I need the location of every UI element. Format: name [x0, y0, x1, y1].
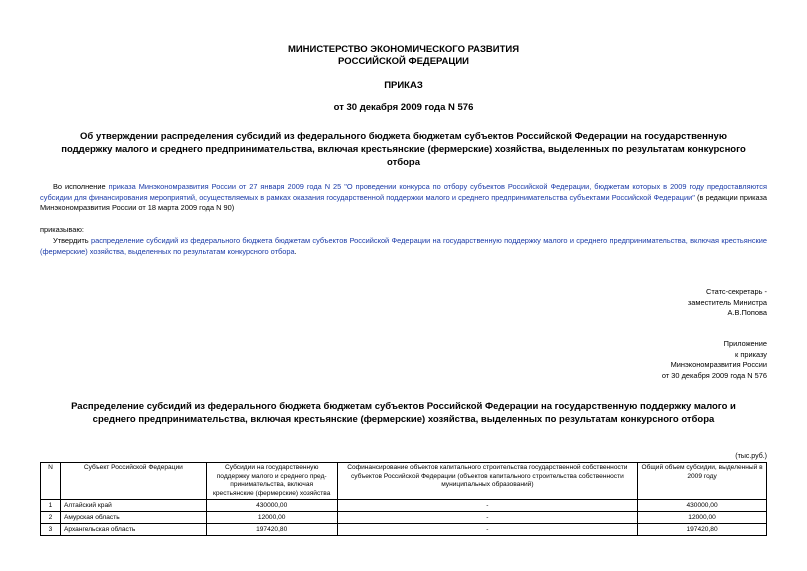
order-suffix: . — [294, 246, 297, 256]
signature-name: А.В.Попова — [727, 308, 767, 317]
row-sme-subsidy: 197420,80 — [206, 524, 337, 536]
row-cofinancing: - — [337, 524, 638, 536]
row-subject: Амурская область — [60, 512, 206, 524]
row-number: 2 — [41, 512, 61, 524]
header-subject: Субъект Российской Федерации — [60, 463, 206, 500]
row-sme-subsidy: 430000,00 — [206, 500, 337, 512]
row-cofinancing: - — [337, 512, 638, 524]
document-title: Об утверждении распределения субсидий из федерального бюджета бюджетам субъектов Российской Федерации на государственную поддержку малого и среднего предпринимательства, включая крестьянские (фермерские) хозяйства, выделенных по результатам конкурсного отбора — [61, 131, 746, 168]
order-prefix: Утвердить — [53, 236, 91, 245]
table-row — [41, 500, 767, 512]
table-row — [41, 512, 767, 524]
preamble-suffix: (в редакции приказа Минэкономразвития России от 18 марта 2009 года N 90) — [40, 192, 767, 212]
row-total: 430000,00 — [638, 500, 767, 512]
row-number: 3 — [41, 524, 61, 536]
distribution-link[interactable]: распределение субсидий из федерального бюджета бюджетам субъектов Российской Федерации на государственную поддержку малого и среднего предпринимательства, включая крестьянские (фермерские) хозяйства, выделенных по результатам конкурсного отбора — [40, 236, 767, 256]
header-sme-subsidies: Субсидии на государственную поддержку малого и среднего пред-принимательства, включая крестьянские (фермерские) хозяйства — [206, 463, 337, 500]
preamble-prefix: Во исполнение — [53, 182, 109, 191]
ministry-name-line1: МИНИСТЕРСТВО ЭКОНОМИЧЕСКОГО РАЗВИТИЯ — [287, 44, 520, 55]
header-total: Общий объем субсидии, выделенный в 2009 году — [638, 463, 767, 500]
table-row — [41, 524, 767, 536]
signature-position-line1: Статс-секретарь - — [706, 287, 767, 296]
order-word: приказываю: — [40, 225, 84, 234]
order-paragraph — [40, 236, 767, 257]
unit-label: (тыс.руб.) — [735, 453, 767, 460]
appendix-line2: к приказу — [735, 349, 767, 359]
subsidy-table — [40, 462, 767, 536]
appendix-line4: от 30 декабря 2009 года N 576 — [661, 370, 767, 380]
document-type: ПРИКАЗ — [384, 80, 423, 91]
ministry-name-line2: РОССИЙСКОЙ ФЕДЕРАЦИИ — [337, 56, 469, 67]
row-total: 12000,00 — [638, 512, 767, 524]
header-number: N — [41, 463, 61, 500]
appendix-line1: Приложение — [723, 339, 767, 348]
row-cofinancing: - — [337, 500, 638, 512]
appendix-title: Распределение субсидий из федерального бюджета бюджетам субъектов Российской Федерации на государственную поддержку малого и среднего предпринимательства, включая крестьянские (фермерские) хозяйства, выделенных по результатам конкурсного отбора — [71, 401, 736, 425]
row-subject: Архангельская область — [60, 524, 206, 536]
row-sme-subsidy: 12000,00 — [206, 512, 337, 524]
appendix-line3: Минэкономразвития России — [670, 360, 767, 369]
signature-block — [688, 287, 767, 319]
document-date-number: от 30 декабря 2009 года N 576 — [333, 102, 474, 113]
signature-position-line2: заместитель Министра — [687, 297, 767, 307]
appendix-block — [662, 339, 767, 381]
header-cofinancing: Софинансирование объектов капитального строительства государственной собственности субъектов Российской Федерации (объектов капитального строительства собственности муниципальных образований) — [337, 463, 638, 500]
row-total: 197420,80 — [638, 524, 767, 536]
row-subject: Алтайский край — [60, 500, 206, 512]
row-number: 1 — [41, 500, 61, 512]
order-25-link[interactable]: приказа Минэкономразвития России от 27 января 2009 года N 25 "О проведении конкурса по отбору субъектов Российской Федерации, бюджетам которых в 2009 году предоставляются субсидии для финансирования мероприятий, осуществляемых в рамках оказания государственной поддержки малого и среднего предпринимательства субъектами Российской Федерации" — [40, 182, 767, 202]
table-header-row — [41, 463, 767, 500]
preamble-paragraph — [40, 182, 767, 214]
